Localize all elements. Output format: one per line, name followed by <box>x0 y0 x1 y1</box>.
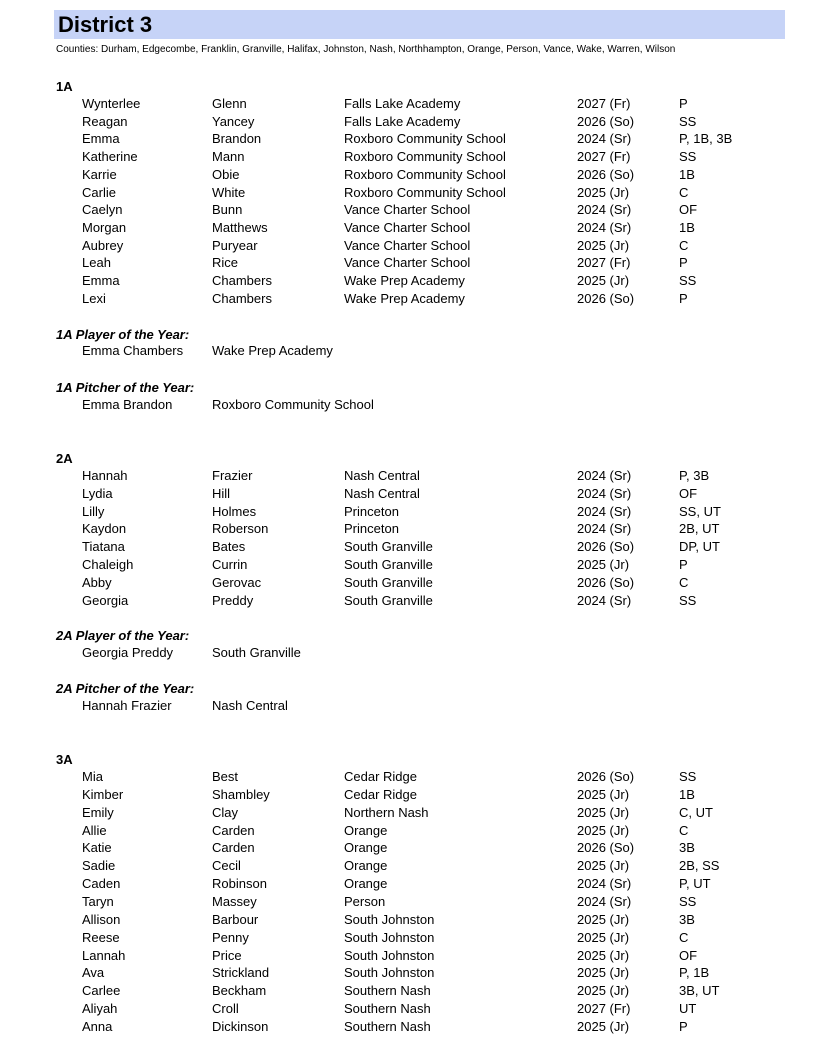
player-class-year: 2024 (Sr) <box>577 468 632 483</box>
player-school: South Johnston <box>344 965 435 981</box>
player-row <box>0 556 828 574</box>
player-row <box>0 290 828 308</box>
player-last-name: Dickinson <box>212 1018 269 1034</box>
player-first-name: Carlie <box>82 184 116 200</box>
player-positions: P, 1B <box>679 965 710 981</box>
player-first-name: Tiatana <box>82 539 125 555</box>
player-first-name: Lilly <box>82 503 105 519</box>
player-positions: 2B, UT <box>679 521 720 537</box>
player-positions: P <box>679 255 688 271</box>
award-winner-school: South Granville <box>212 645 301 660</box>
player-school: Princeton <box>344 503 399 519</box>
player-row <box>0 184 828 202</box>
player-school: Orange <box>344 858 388 874</box>
player-positions: C <box>679 184 689 200</box>
player-positions: SS <box>679 592 697 608</box>
player-last-name: Currin <box>212 557 248 572</box>
player-row <box>0 254 828 272</box>
player-last-name: Croll <box>212 1001 239 1017</box>
player-school: Roxboro Community School <box>344 149 506 165</box>
player-row <box>0 166 828 184</box>
player-row <box>0 485 828 503</box>
player-row <box>0 857 828 875</box>
player-last-name: Puryear <box>212 237 258 253</box>
player-first-name: Emma <box>82 131 120 147</box>
player-last-name: Beckham <box>212 983 267 999</box>
player-school: Nash Central <box>344 485 420 501</box>
player-class-year: 2024 (Sr) <box>577 893 632 909</box>
player-last-name: Roberson <box>212 521 269 537</box>
player-last-name: Preddy <box>212 592 254 608</box>
player-row <box>0 1018 828 1036</box>
player-positions: SS, UT <box>679 503 721 519</box>
player-row <box>0 467 828 485</box>
player-class-year: 2025 (Jr) <box>577 557 630 572</box>
player-first-name: Aliyah <box>82 1001 118 1017</box>
player-row <box>0 201 828 219</box>
player-school: Wake Prep Academy <box>344 290 465 306</box>
player-school: Wake Prep Academy <box>344 273 465 288</box>
player-row <box>0 786 828 804</box>
player-class-year: 2025 (Jr) <box>577 237 630 253</box>
player-first-name: Lannah <box>82 947 126 963</box>
player-first-name: Morgan <box>82 219 127 235</box>
player-school: South Granville <box>344 592 433 608</box>
player-class-year: 2024 (Sr) <box>577 219 632 235</box>
player-class-year: 2026 (So) <box>577 574 635 590</box>
player-school: Vance Charter School <box>344 202 471 218</box>
player-row <box>0 503 828 521</box>
player-class-year: 2025 (Jr) <box>577 804 630 820</box>
player-first-name: Georgia <box>82 592 129 608</box>
player-school: Orange <box>344 840 388 856</box>
award-row-1a-player <box>0 342 828 360</box>
section-label-2a: 2A <box>56 451 73 466</box>
player-school: South Johnston <box>344 947 435 963</box>
player-first-name: Reese <box>82 929 120 945</box>
player-positions: 2B, SS <box>679 858 720 874</box>
player-first-name: Caelyn <box>82 202 123 218</box>
player-positions: P, 3B <box>679 468 710 483</box>
player-last-name: Cecil <box>212 858 241 874</box>
player-last-name: Rice <box>212 255 239 271</box>
player-class-year: 2026 (So) <box>577 840 635 856</box>
player-first-name: Ava <box>82 965 105 981</box>
player-positions: OF <box>679 485 698 501</box>
award-winner-school: Roxboro Community School <box>212 397 374 412</box>
player-last-name: Bates <box>212 539 246 555</box>
section-label-3a: 3A <box>56 752 73 767</box>
player-first-name: Wynterlee <box>82 96 141 111</box>
player-first-name: Katie <box>82 840 112 856</box>
award-winner-school: Wake Prep Academy <box>212 343 333 358</box>
player-first-name: Leah <box>82 255 111 271</box>
player-positions: C <box>679 237 689 253</box>
player-first-name: Hannah <box>82 468 128 483</box>
player-school: Southern Nash <box>344 1018 431 1034</box>
award-winner-name: Georgia Preddy <box>82 645 174 660</box>
award-winner-school: Nash Central <box>212 698 288 713</box>
player-class-year: 2026 (So) <box>577 113 635 129</box>
player-last-name: Robinson <box>212 876 267 892</box>
player-last-name: Carden <box>212 822 255 838</box>
player-class-year: 2025 (Jr) <box>577 947 630 963</box>
player-first-name: Abby <box>82 574 112 590</box>
player-school: Vance Charter School <box>344 219 471 235</box>
player-positions: P <box>679 96 688 111</box>
player-positions: C <box>679 929 689 945</box>
player-first-name: Katherine <box>82 149 138 165</box>
player-last-name: Carden <box>212 840 255 856</box>
player-school: Falls Lake Academy <box>344 96 461 111</box>
player-class-year: 2026 (So) <box>577 769 635 784</box>
player-last-name: Strickland <box>212 965 270 981</box>
player-positions: P <box>679 290 688 306</box>
player-first-name: Lydia <box>82 485 113 501</box>
player-first-name: Emma <box>82 273 120 288</box>
player-positions: DP, UT <box>679 539 720 555</box>
player-school: Orange <box>344 876 388 892</box>
player-school: South Granville <box>344 574 433 590</box>
player-first-name: Aubrey <box>82 237 124 253</box>
award-row-2a-pitcher <box>0 697 828 715</box>
district-title: District 3 <box>58 12 153 37</box>
player-last-name: Clay <box>212 804 239 820</box>
player-school: Falls Lake Academy <box>344 113 461 129</box>
player-positions: 3B <box>679 840 695 856</box>
player-school: Southern Nash <box>344 1001 431 1017</box>
player-row <box>0 804 828 822</box>
player-last-name: Best <box>212 769 239 784</box>
player-row <box>0 875 828 893</box>
player-row <box>0 538 828 556</box>
player-first-name: Kimber <box>82 786 124 802</box>
player-class-year: 2026 (So) <box>577 166 635 182</box>
player-first-name: Reagan <box>82 113 128 129</box>
player-row <box>0 237 828 255</box>
player-class-year: 2024 (Sr) <box>577 876 632 892</box>
player-row <box>0 1000 828 1018</box>
player-first-name: Sadie <box>82 858 116 874</box>
player-school: South Johnston <box>344 929 435 945</box>
player-last-name: Massey <box>212 893 257 909</box>
player-school: Roxboro Community School <box>344 131 506 147</box>
award-winner-name: Hannah Frazier <box>82 698 172 713</box>
player-school: Orange <box>344 822 388 838</box>
player-first-name: Taryn <box>82 893 114 909</box>
player-class-year: 2025 (Jr) <box>577 273 630 288</box>
player-positions: 1B <box>679 166 695 182</box>
player-school: Person <box>344 893 386 909</box>
player-class-year: 2025 (Jr) <box>577 822 630 838</box>
player-row <box>0 964 828 982</box>
player-class-year: 2025 (Jr) <box>577 1018 630 1034</box>
player-school: South Granville <box>344 539 433 555</box>
player-row <box>0 113 828 131</box>
player-school: Roxboro Community School <box>344 184 506 200</box>
player-school: Southern Nash <box>344 983 431 999</box>
player-row <box>0 822 828 840</box>
player-row <box>0 95 828 113</box>
player-first-name: Anna <box>82 1018 113 1034</box>
player-first-name: Kaydon <box>82 521 127 537</box>
player-positions: UT <box>679 1001 697 1017</box>
player-first-name: Chaleigh <box>82 557 134 572</box>
player-row <box>0 929 828 947</box>
award-title-1a-pitcher: 1A Pitcher of the Year: <box>56 380 195 395</box>
player-last-name: Price <box>212 947 242 963</box>
player-row <box>0 947 828 965</box>
player-last-name: Barbour <box>212 911 259 927</box>
player-class-year: 2024 (Sr) <box>577 485 632 501</box>
player-row <box>0 148 828 166</box>
player-last-name: Matthews <box>212 219 268 235</box>
player-positions: SS <box>679 149 697 165</box>
player-first-name: Carlee <box>82 983 121 999</box>
player-positions: C <box>679 574 689 590</box>
award-winner-name: Emma Chambers <box>82 343 184 358</box>
player-row <box>0 130 828 148</box>
player-class-year: 2025 (Jr) <box>577 965 630 981</box>
player-class-year: 2025 (Jr) <box>577 786 630 802</box>
player-school: Princeton <box>344 521 399 537</box>
player-last-name: Bunn <box>212 202 243 218</box>
player-last-name: Glenn <box>212 96 247 111</box>
player-school: Nash Central <box>344 468 420 483</box>
player-row <box>0 839 828 857</box>
player-positions: SS <box>679 113 697 129</box>
player-last-name: Mann <box>212 149 245 165</box>
player-positions: SS <box>679 273 697 288</box>
district-header <box>54 10 785 39</box>
player-positions: P, UT <box>679 876 711 892</box>
player-row <box>0 272 828 290</box>
player-school: Vance Charter School <box>344 255 471 271</box>
award-title-2a-pitcher: 2A Pitcher of the Year: <box>56 681 195 696</box>
player-last-name: Yancey <box>212 113 255 129</box>
player-school: South Granville <box>344 557 433 572</box>
section-label-1a: 1A <box>56 79 73 94</box>
player-last-name: Hill <box>212 485 231 501</box>
player-class-year: 2025 (Jr) <box>577 983 630 999</box>
award-row-1a-pitcher <box>0 396 828 414</box>
player-last-name: Brandon <box>212 131 262 147</box>
player-first-name: Lexi <box>82 290 106 306</box>
player-last-name: Chambers <box>212 290 272 306</box>
player-class-year: 2025 (Jr) <box>577 184 630 200</box>
award-title-2a-player: 2A Player of the Year: <box>56 628 190 643</box>
player-row <box>0 911 828 929</box>
player-last-name: Frazier <box>212 468 253 483</box>
player-last-name: Penny <box>212 929 249 945</box>
player-school: Roxboro Community School <box>344 166 506 182</box>
player-class-year: 2027 (Fr) <box>577 149 631 165</box>
player-school: Cedar Ridge <box>344 769 417 784</box>
player-school: Cedar Ridge <box>344 786 417 802</box>
player-positions: OF <box>679 947 698 963</box>
player-class-year: 2025 (Jr) <box>577 929 630 945</box>
player-positions: P <box>679 557 688 572</box>
player-positions: C <box>679 822 689 838</box>
player-positions: OF <box>679 202 698 218</box>
player-class-year: 2026 (So) <box>577 539 635 555</box>
player-first-name: Emily <box>82 804 114 820</box>
player-school: Northern Nash <box>344 804 429 820</box>
player-last-name: Shambley <box>212 786 270 802</box>
player-row <box>0 592 828 610</box>
award-winner-name: Emma Brandon <box>82 397 173 412</box>
player-class-year: 2025 (Jr) <box>577 911 630 927</box>
player-positions: 1B <box>679 219 695 235</box>
player-class-year: 2027 (Fr) <box>577 96 631 111</box>
award-title-1a-player: 1A Player of the Year: <box>56 327 190 342</box>
player-class-year: 2024 (Sr) <box>577 521 632 537</box>
player-row <box>0 520 828 538</box>
player-last-name: Obie <box>212 166 240 182</box>
player-positions: SS <box>679 893 697 909</box>
player-class-year: 2026 (So) <box>577 290 635 306</box>
player-last-name: Gerovac <box>212 574 262 590</box>
player-school: Vance Charter School <box>344 237 471 253</box>
player-class-year: 2025 (Jr) <box>577 858 630 874</box>
player-first-name: Mia <box>82 769 103 784</box>
player-first-name: Caden <box>82 876 121 892</box>
counties-list: Counties: Durham, Edgecombe, Franklin, Granville, Halifax, Johnston, Nash, Northhampton, Orange, Person, Vance, Wake, Warren, Wilson <box>56 44 676 55</box>
player-last-name: White <box>212 184 246 200</box>
player-row <box>0 219 828 237</box>
player-positions: SS <box>679 769 697 784</box>
player-last-name: Holmes <box>212 503 257 519</box>
player-row <box>0 574 828 592</box>
player-school: South Johnston <box>344 911 435 927</box>
player-positions: 3B <box>679 911 695 927</box>
player-positions: P, 1B, 3B <box>679 131 733 147</box>
player-class-year: 2024 (Sr) <box>577 592 632 608</box>
player-first-name: Allie <box>82 822 107 838</box>
player-row <box>0 768 828 786</box>
award-row-2a-player <box>0 644 828 662</box>
player-positions: C, UT <box>679 804 713 820</box>
player-first-name: Allison <box>82 911 121 927</box>
player-first-name: Karrie <box>82 166 117 182</box>
player-positions: 1B <box>679 786 695 802</box>
player-last-name: Chambers <box>212 273 272 288</box>
player-class-year: 2024 (Sr) <box>577 503 632 519</box>
player-class-year: 2027 (Fr) <box>577 1001 631 1017</box>
player-positions: 3B, UT <box>679 983 720 999</box>
player-class-year: 2027 (Fr) <box>577 255 631 271</box>
player-class-year: 2024 (Sr) <box>577 202 632 218</box>
player-class-year: 2024 (Sr) <box>577 131 632 147</box>
player-row <box>0 982 828 1000</box>
player-row <box>0 893 828 911</box>
player-positions: P <box>679 1018 688 1034</box>
